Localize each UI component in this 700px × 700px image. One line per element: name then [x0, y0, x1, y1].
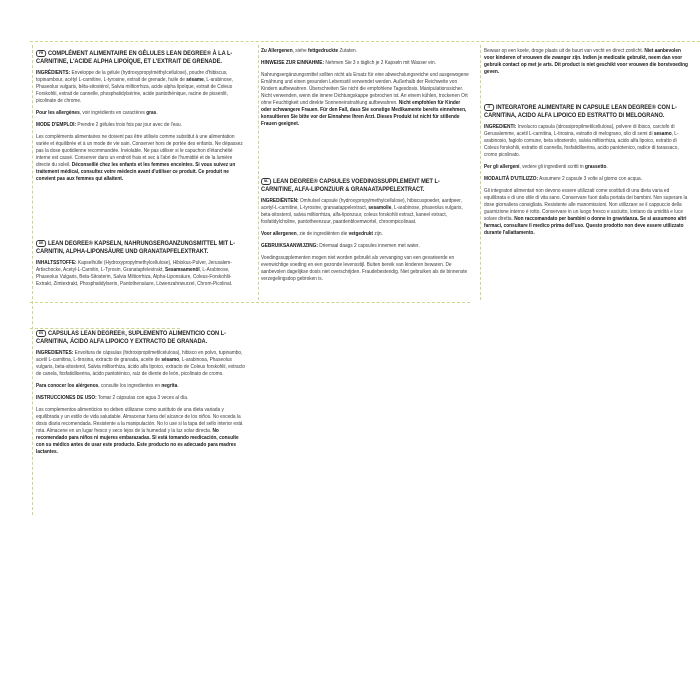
allergens-note: Voor allergenen, zie de ingrediënten die vetgedrukt zijn.	[261, 230, 383, 237]
language-badge-icon: DE	[36, 240, 46, 247]
language-badge-icon: ES	[36, 330, 46, 337]
language-badge-icon: NL	[261, 178, 271, 185]
warning-text: Los complementos alimenticios no deben utilizarse como sustituto de una dieta variada y equilibrada y un estilo de vida saludable. Almacenar fuera del alcance de los niños. No exceda la dosis diaria recomendada. Resistente a la manipulación. No lo use si la tapa del sello interior está rota. Almacene en un lugar fresco y seco lejos de la humedad y la luz solar directa. No recomendado para niños ni mujeres embarazadas. Si está tomando medicación, consulte con su médico antes de usar este producto. Este producto no es adecuado para madres lactantes.	[36, 406, 243, 455]
section-title: FR COMPLÉMENT ALIMENTAIRE EN GÉLULES LEAN DEGREE® À LA L-CARNITINE, L'ACIDE ALPHA LIPOÏQUE, ET L'EXTRAIT DE GRENADE.	[36, 50, 233, 65]
section-it	[484, 104, 689, 242]
section-title: IT INTEGRATORE ALIMENTARE IN CAPSULE LEAN DEGREE® CON L-CARNITINA, ACIDO ALFA LIPOICO ED ESTRATTO DI MELOGRANO.	[484, 104, 677, 119]
section-es	[36, 330, 246, 461]
ingredients-text: INHALTSSTOFFE: Kapselhülle (Hydroxypropylmethylcellulose), Hibiskus-Pulver, Jerusalem-Artischocke, Acetyl-L-Carnitin, L-Tyrosin, Granatapfelextrakt, Sesamsamenöl, L-Arabinose, Phaseolus Vulgaris, Beta-Sitosterin, Salvia Miltiorrhiza, Alpha-Liponsäure, Coleus-Forskohlii-Extrakt, Zimtextrakt, Phosphatidylserin, Pantothensäure, Löwenzahnwurzel, Chrom-Picolinat.	[36, 259, 233, 287]
ingredients-text: INGREDIËNTEN: Omhulsel capsule (hydroxypropylmethylcellulose), hibiscuspoeder, aardpeer, acetyl-L-carnitine, L-tyrosine, granaatappelextract, sesamolie, L-arabinose, phaseolus vulgaris, beta-sitosterol, salvia miltiorrhiza, alfa-liponzuur, coleus forskohlii extract, kaneel extract, fosfatidylcholine, pantotheenzuur, paardenbloemwortel, chroompicolinaat.	[261, 197, 463, 225]
usage-instructions: MODALITÀ D'UTILIZZO: Assumere 2 capsule 3 volte al giorno con acqua.	[484, 175, 642, 182]
ingredients-text: INGREDIENTES: Envoltura de cápsulas (hidroxipropilmetilcelulosa), hibisco en polvo, tupinambo, acetil L-carnitina, L-tirosina, extracto de granada, aceite de sésamo, L-arabinosa, Phaseolus vulgaris, beta-sitosterol, Salvia miltiorrhiza, ácido alfa lipoico, extracto de Coleus forskohlii, extracto de canela, fosfatidilserina, ácido pantoténico, raíz de diente de león, picolinato de cromo.	[36, 349, 246, 377]
section-de-continued	[261, 48, 471, 133]
usage-instructions: INSTRUCCIONES DE USO: Tomar 2 cápsulas con agua 3 veces al día.	[36, 394, 189, 401]
section-nl-continued	[484, 48, 689, 81]
ingredients-text: INGRÉDIENTS: Enveloppe de la gélule (hydroxypropylméthylcellulose), poudre d'hibiscus, topinambour, acétyl L-carnitine, L-tyrosine, extrait de grenade, huile de sésame, L-arabinose, Phaseolus vulgaris, bêta-sitostérol, Salvia miltiorrhiza, acide alpha lipoïque, extrait de Coleus Forskohlii, extrait de cannelle, phosphatidylsérine, acide pantothénique, racine de pissenlit, picolinate de chrome.	[36, 69, 233, 104]
warning-text: Nahrungsergänzungsmittel sollten nicht als Ersatz für eine abwechslungsreiche und ausgewogene Ernährung und einen gesunden Lebensstil verwendet werden. Außerhalb der Reichweite von Kindern aufbewahren. Überschreiten Sie nicht die empfohlene Tagesdosis. Manipulationssicher. Nicht verwenden, wenn die innere Dichtungskappe gebrochen ist. An einem kühlen, trockenen Ort ohne Feuchtigkeit und direkte Sonneneinstrahlung aufbewahren. Nicht empfohlen für Kinder oder schwangere Frauen. Für den Fall, dass Sie sonstige Medikamente bereits einnehmen, konsultieren Sie bitte vor der Einnahme Ihren Arzt. Dieses Produkt ist nicht für stillende Frauen geeignet.	[261, 72, 469, 127]
allergens-note: Zu Allergenen, siehe fettgedruckte Zutaten.	[261, 48, 358, 54]
dashed-divider-left	[32, 45, 33, 515]
allergens-note: Pour les allergènes, voir ingrédients en caractères gras.	[36, 109, 158, 116]
section-title: DE LEAN DEGREE® KAPSELN, NAHRUNGSERGÄNZUNGSMITTEL MIT L-CARNITIN, ALPHA-LIPONSÄURE UND GRANATAPFELEXTRAKT.	[36, 240, 235, 255]
warning-text: Gli integratori alimentari non devono essere utilizzati come sostituti di una dieta varia ed equilibrata e di uno stile di vita sano. Conservare fuori dalla portata dei bambini. Non superare la dose giornaliera consigliata. Resistente alle manomissioni. Non utilizzare se il cappuccio della guarnizione interno è rotto. Conservare in un luogo fresco e asciutto, lontano da umidità e luce solare diretta. Non raccomandato per bambini o donne in gravidanza. Se si assumono altri farmaci, consultare il medico prima dell'uso. Questo prodotto non deve essere utilizzato durante l'allattamento.	[484, 187, 688, 236]
dashed-divider-middle	[30, 302, 470, 303]
warning-text: Voedingssupplementen mogen niet worden gebruikt als vervanging van een gevarieerde en evenwichtige voeding en een gezonde levensstijl. Buiten bereik van kinderen bewaren. De aanbevolen dagelijkse dosis niet overschrijden. Fraudebestendig. Niet gebruiken als de binnenste verzegelingsdop gebroken is.	[261, 254, 468, 282]
language-badge-icon: IT	[484, 104, 494, 111]
allergens-note: Per gli allergeni, vedere gli ingredienti scritti in grassetto.	[484, 163, 608, 170]
section-title: ES CÁPSULAS LEAN DEGREE®, SUPLEMENTO ALIMENTICIO CON L-CARNITINA, ÁCIDO ALFA LIPOICO Y EXTRACTO DE GRANADA.	[36, 330, 226, 345]
section-nl	[261, 178, 473, 288]
section-title: NL LEAN DEGREE® CAPSULES VOEDINGSSUPPLEMENT MET L-CARNITINE, ALFA-LIPONZUUR & GRANAATAPPELEXTRACT.	[261, 178, 440, 193]
usage-instructions: HINWEISE ZUR EINNAHME: Nehmen Sie 3 x täglich je 2 Kapseln mit Wasser ein.	[261, 60, 436, 66]
section-de	[36, 240, 246, 293]
warning-text: Bewaar op een koele, droge plaats uit de buurt van vocht en direct zonlicht. Niet aanbevolen voor kinderen of vrouwen die zwanger zijn. Indien je medicatie gebruikt, neem dan voor gebruik contact op met je arts. Dit product is niet geschikt voor vrouwen die borstvoeding geven.	[484, 48, 688, 75]
dashed-divider-es	[30, 328, 180, 329]
section-fr	[36, 50, 246, 188]
dashed-divider-top	[30, 41, 700, 42]
dashed-divider-col2	[258, 45, 259, 300]
usage-instructions: GEBRUIKSAANWIJZING: Driemaal daags 2 capsules innemen met water.	[261, 242, 420, 249]
dashed-divider-col3	[480, 45, 481, 300]
usage-instructions: MODE D'EMPLOI: Prendre 2 gélules trois fois par jour avec de l'eau.	[36, 121, 182, 128]
warning-text: Les compléments alimentaires ne doivent pas être utilisés comme substitut à une alimentation variée et équilibrée et à un mode de vie sain. Conserver hors de portée des enfants. Ne dépassez pas la dose quotidienne recommandée. Inviolable. Ne pas utiliser si le capuchon d'étanchéité interne est cassé. Conserver dans un endroit frais et sec à l'abri de l'humidité et de la lumière directe du soleil. Déconseillé chez les enfants et les femmes enceintes. Si vous suivez un traitement médical, consultez votre médecin avant d'utiliser ce produit. Ce produit ne convient pas aux femmes qui allaitent.	[36, 133, 243, 182]
ingredients-text: INGREDIENTI: Involucro capsula (idrossipropilmetilcellulosa), polvere di ibisco, carciofo di Gerusalemme, acetil L-carnitina, L-tirosina, estratto di melograno, olio di semi di sesamo, L-arabinosio, fagiolo comune, beta sitosterolo, salvia miltiorrhiza, acido alfa lipoico, estratto di Coleus forskohlii, estratto di cannella, fosfatidilserina, acido pantotenico, radice di tarassaco, cromo picolinato.	[484, 123, 679, 158]
language-badge-icon: FR	[36, 50, 46, 57]
allergens-note: Para conocer los alérgenos, consulte los ingredientes en negrita.	[36, 382, 179, 389]
